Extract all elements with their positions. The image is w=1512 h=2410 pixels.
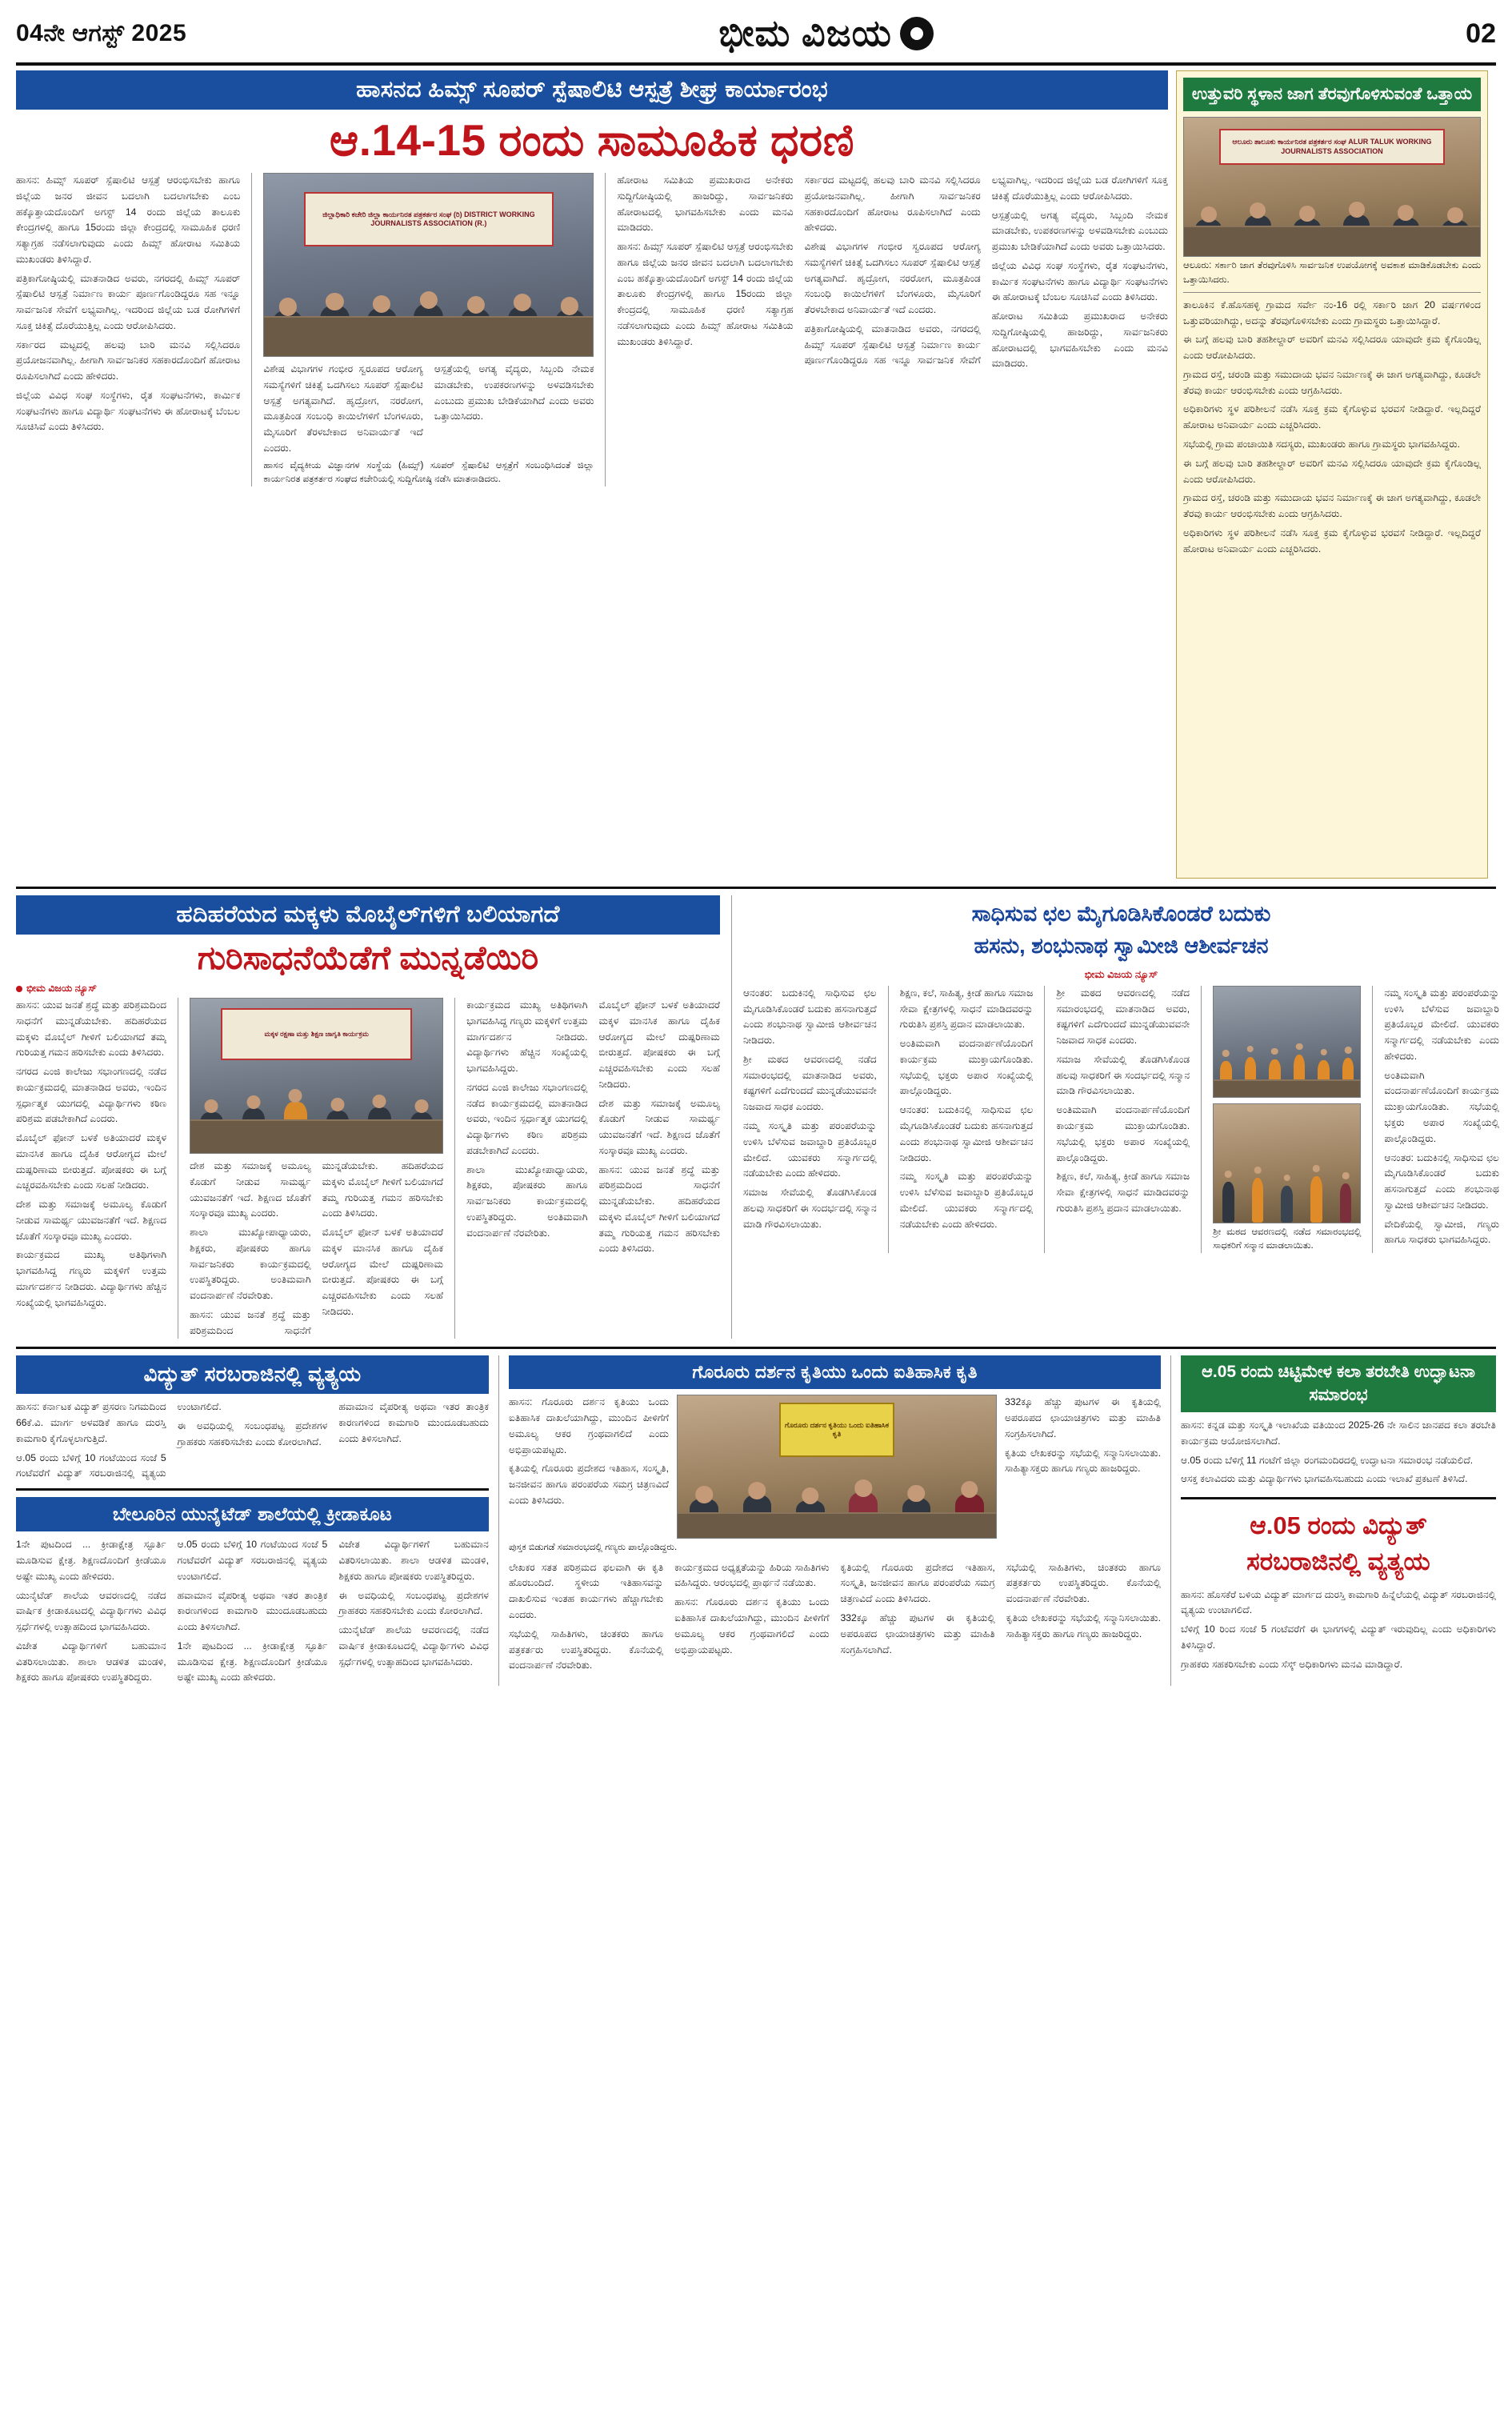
lead-para-2: ಪತ್ರಿಕಾಗೋಷ್ಠಿಯಲ್ಲಿ ಮಾತನಾಡಿದ ಅವರು, ನಗರದಲ್ಲಿ ಹಿಮ್ಸ್ ಸೂಪರ್ ಸ್ಪೆಷಾಲಿಟಿ ಆಸ್ಪತ್ರೆ ನಿರ್ಮಾಣ ಕಾರ್ಯ ಪೂರ್ಣಗೊಂಡಿದ್ದರೂ ಸಹ ಇನ್ನೂ ಸಾರ್ವಜನಿಕ ಸೇವೆಗೆ ಲಭ್ಯವಾಗಿಲ್ಲ. ಇದರಿಂದ ಜಿಲ್ಲೆಯ ಬಡ ರೋಗಿಗಳಿಗೆ ಸೂಕ್ತ ಚಿಕಿತ್ಸೆ ದೊರೆಯುತ್ತಿಲ್ಲ ಎಂದು ಆರೋಪಿಸಿದರು. <box>16 272 241 331</box>
story-mobile-addiction <box>16 895 720 1339</box>
bl-sub-para-9: ಯುನೈಟೆಡ್ ಶಾಲೆಯ ಆವರಣದಲ್ಲಿ ನಡೆದ ವಾರ್ಷಿಕ ಕ್ರೀಡಾಕೂಟದಲ್ಲಿ ವಿದ್ಯಾರ್ಥಿಗಳು ವಿವಿಧ ಸ್ಪರ್ಧೆಗಳಲ್ಲಿ ಉತ್ಸಾಹದಿಂದ ಭಾಗವಹಿಸಿದರು. <box>338 1624 489 1667</box>
lead-para-8: ಹಾಸನ: ಹಿಮ್ಸ್ ಸೂಪರ್ ಸ್ಪೆಷಾಲಿಟಿ ಆಸ್ಪತ್ರೆ ಆರಂಭಿಸಬೇಕು ಹಾಗೂ ಜಿಲ್ಲೆಯ ಜನರ ಜೀವನ ಬದಲಾಗಿ ಬದಲಾಗಬೇಕು ಎಂಬ ಹಕ್ಕೊತ್ತಾಯದೊಂದಿಗೆ ಅಗಸ್ಟ್ 14 ರಂದು ಜಿಲ್ಲೆಯ ತಾಲೂಕು ಕೇಂದ್ರಗಳಲ್ಲಿ ಹಾಗೂ 15ರಂದು ಜಿಲ್ಲಾ ಕೇಂದ್ರದಲ್ಲಿ ಸಾಮೂಹಿಕ ಧರಣಿ ಸತ್ಯಾಗ್ರಹ ನಡೆಸಲಾಗುವುದು ಎಂದು ಹಿಮ್ಸ್ ಹೋರಾಟ ಸಮಿತಿಯ ಮುಖಂಡರು ತಿಳಿಸಿದ್ದಾರೆ. <box>617 241 794 347</box>
story2-para-10: ಕಾರ್ಯಕ್ರಮದ ಮುಖ್ಯ ಅತಿಥಿಗಳಾಗಿ ಭಾಗವಹಿಸಿದ್ದ ಗಣ್ಯರು ಮಕ್ಕಳಿಗೆ ಉತ್ತಮ ಮಾರ್ಗದರ್ಶನ ನೀಡಿದರು. ವಿದ್ಯಾರ್ಥಿಗಳು ಹೆಚ್ಚಿನ ಸಂಖ್ಯೆಯಲ್ಲಿ ಭಾಗವಹಿಸಿದ್ದರು. <box>466 999 588 1075</box>
bl-sub-para-5: ಹವಾಮಾನ ವೈಪರೀತ್ಯ ಅಥವಾ ಇತರ ತಾಂತ್ರಿಕ ಕಾರಣಗಳಿಂದ ಕಾಮಗಾರಿ ಮುಂದೂಡಬಹುದು ಎಂದು ತಿಳಿಸಲಾಗಿದೆ. <box>177 1589 328 1633</box>
sidebar-headline: ಉತ್ತುವರಿ ಸ್ಥಳಾನ ಜಾಗ ತೆರವುಗೊಳಿಸುವಂತೆ ಒತ್ತಾಯ <box>1183 78 1481 111</box>
sidebar-article <box>1176 70 1488 879</box>
story3-para-3: ನಮ್ಮ ಸಂಸ್ಕೃತಿ ಮತ್ತು ಪರಂಪರೆಯನ್ನು ಉಳಿಸಿ ಬೆಳೆಸುವ ಜವಾಬ್ದಾರಿ ಪ್ರತಿಯೊಬ್ಬರ ಮೇಲಿದೆ. ಯುವಕರು ಸನ್ಮಾರ್ಗದಲ್ಲಿ ನಡೆಯಬೇಕು ಎಂದು ಹೇಳಿದರು. <box>743 1120 877 1179</box>
lead-para-5: ವಿಶೇಷ ವಿಭಾಗಗಳ ಗಂಭೀರ ಸ್ವರೂಪದ ಆರೋಗ್ಯ ಸಮಸ್ಯೆಗಳಿಗೆ ಚಿಕಿತ್ಸೆ ಒದಗಿಸಲು ಸೂಪರ್ ಸ್ಪೆಷಾಲಿಟಿ ಆಸ್ಪತ್ರೆ ಅಗತ್ಯವಾಗಿದೆ. ಹೃದ್ರೋಗ, ನರರೋಗ, ಮೂತ್ರಪಿಂಡ ಸಂಬಂಧಿ ಕಾಯಿಲೆಗಳಿಗೆ ಬೆಂಗಳೂರು, ಮೈಸೂರಿಗೆ ತೆರಳಬೇಕಾದ ಅನಿವಾರ್ಯತೆ ಇದೆ ಎಂದರು. <box>263 363 423 454</box>
story2-para-12: ಶಾಲಾ ಮುಖ್ಯೋಪಾಧ್ಯಾಯರು, ಶಿಕ್ಷಕರು, ಪೋಷಕರು ಹಾಗೂ ಸಾರ್ವಜನಿಕರು ಕಾರ್ಯಕ್ರಮದಲ್ಲಿ ಉಪಸ್ಥಿತರಿದ್ದರು. ಅಂತಿಮವಾಗಿ ವಂದನಾರ್ಪಣೆ ನೆರವೇರಿತು. <box>466 1163 588 1239</box>
story3-photo-caption-1: ಶ್ರೀ ಮಠದ ಆವರಣದಲ್ಲಿ ನಡೆದ ಸಮಾರಂಭದಲ್ಲಿ ಸಾಧಕರಿಗೆ ಸನ್ಮಾನ ಮಾಡಲಾಯಿತು. <box>1213 1227 1362 1251</box>
br-para-2: ಆ.05 ರಂದು ಬೆಳಿಗ್ಗೆ 11 ಗಂಟೆಗೆ ಜಿಲ್ಲಾ ರಂಗಮಂದಿರದಲ್ಲಿ ಉದ್ಘಾಟನಾ ಸಮಾರಂಭ ನಡೆಯಲಿದೆ. <box>1181 1454 1474 1466</box>
bl-sub-para-8: ಈ ಅವಧಿಯಲ್ಲಿ ಸಂಬಂಧಪಟ್ಟ ಪ್ರದೇಶಗಳ ಗ್ರಾಹಕರು ಸಹಕರಿಸಬೇಕು ಎಂದು ಕೋರಲಾಗಿದೆ. <box>338 1589 489 1617</box>
bl-sub-para-3: ವಿಜೇತ ವಿದ್ಯಾರ್ಥಿಗಳಿಗೆ ಬಹುಮಾನ ವಿತರಿಸಲಾಯಿತು. ಶಾಲಾ ಆಡಳಿತ ಮಂಡಳಿ, ಶಿಕ್ಷಕರು ಹಾಗೂ ಪೋಷಕರು ಉಪಸ್ಥಿತರಿದ್ದರು. <box>16 1639 166 1683</box>
bm-para-11: ಸಭೆಯಲ್ಲಿ ಸಾಹಿತಿಗಳು, ಚಿಂತಕರು ಹಾಗೂ ಪತ್ರಕರ್ತರು ಉಪಸ್ಥಿತರಿದ್ದರು. ಕೊನೆಯಲ್ಲಿ ವಂದನಾರ್ಪಣೆ ನೆರವೇರಿತು. <box>1006 1561 1161 1605</box>
story3-para-13: ನಮ್ಮ ಸಂಸ್ಕೃತಿ ಮತ್ತು ಪರಂಪರೆಯನ್ನು ಉಳಿಸಿ ಬೆಳೆಸುವ ಜವಾಬ್ದಾರಿ ಪ್ರತಿಯೊಬ್ಬರ ಮೇಲಿದೆ. ಯುವಕರು ಸನ್ಮಾರ್ಗದಲ್ಲಿ ನಡೆಯಬೇಕು ಎಂದು ಹೇಳಿದರು. <box>1384 987 1499 1062</box>
story3-para-8: ನಮ್ಮ ಸಂಸ್ಕೃತಿ ಮತ್ತು ಪರಂಪರೆಯನ್ನು ಉಳಿಸಿ ಬೆಳೆಸುವ ಜವಾಬ್ದಾರಿ ಪ್ರತಿಯೊಬ್ಬರ ಮೇಲಿದೆ. ಯುವಕರು ಸನ್ಮಾರ್ಗದಲ್ಲಿ ನಡೆಯಬೇಕು ಎಂದು ಹೇಳಿದರು. <box>899 1171 1034 1230</box>
sidebar-para-5: ಸಭೆಯಲ್ಲಿ ಗ್ರಾಮ ಪಂಚಾಯಿತಿ ಸದಸ್ಯರು, ಮುಖಂಡರು ಹಾಗೂ ಗ್ರಾಮಸ್ಥರು ಭಾಗವಹಿಸಿದ್ದರು. <box>1183 438 1461 450</box>
bl-sub-para-7: ವಿಜೇತ ವಿದ್ಯಾರ್ಥಿಗಳಿಗೆ ಬಹುಮಾನ ವಿತರಿಸಲಾಯಿತು. ಶಾಲಾ ಆಡಳಿತ ಮಂಡಳಿ, ಶಿಕ್ಷಕರು ಹಾಗೂ ಪೋಷಕರು ಉಪಸ್ಥಿತರಿದ್ದರು. <box>338 1539 489 1582</box>
story2-para-15: ಹಾಸನ: ಯುವ ಜನತೆ ಶ್ರದ್ಧೆ ಮತ್ತು ಪರಿಶ್ರಮದಿಂದ ಸಾಧನೆಗೆ ಮುನ್ನಡೆಯಬೇಕು. ಹದಿಹರೆಯದ ಮಕ್ಕಳು ಮೊಬೈಲ್ ಗೀಳಿಗೆ ಬಲಿಯಾಗದೆ ತಮ್ಮ ಗುರಿಯತ್ತ ಗಮನ ಹರಿಸಬೇಕು ಎಂದು ತಿಳಿಸಿದರು. <box>598 1163 720 1255</box>
story3-photo-1 <box>1213 986 1361 1098</box>
bm-para-7: ಕಾರ್ಯಕ್ರಮದ ಅಧ್ಯಕ್ಷತೆಯನ್ನು ಹಿರಿಯ ಸಾಹಿತಿಗಳು ವಹಿಸಿದ್ದರು. ಆರಂಭದಲ್ಲಿ ಪ್ರಾರ್ಥನೆ ನಡೆಯಿತು. <box>674 1561 830 1589</box>
bottom-left-sub-banner: ಬೇಲೂರಿನ ಯುನೈಟೆಡ್ ಶಾಲೆಯಲ್ಲಿ ಕ್ರೀಡಾಕೂಟ <box>16 1497 489 1531</box>
story3-headline-line1: ಸಾಧಿಸುವ ಛಲ ಮೈಗೂಡಿಸಿಕೊಂಡರೆ ಬದುಕು <box>971 902 1271 926</box>
top-section <box>16 70 1496 879</box>
publication-date: 04ನೇ ಆಗಸ್ಟ್ 2025 <box>16 20 187 46</box>
sidebar-photo <box>1183 117 1481 257</box>
sidebar-para-3: ಗ್ರಾಮದ ರಸ್ತೆ, ಚರಂಡಿ ಮತ್ತು ಸಮುದಾಯ ಭವನ ನಿರ್ಮಾಣಕ್ಕೆ ಈ ಜಾಗ ಅಗತ್ಯವಾಗಿದ್ದು, ಕೂಡಲೇ ತೆರವು ಕಾರ್ಯ ಆರಂಭಿಸಬೇಕು ಎಂದು ಆಗ್ರಹಿಸಿದರು. <box>1183 368 1481 396</box>
press-conference-photo <box>263 173 594 357</box>
story2-para-4: ದೇಶ ಮತ್ತು ಸಮಾಜಕ್ಕೆ ಅಮೂಲ್ಯ ಕೊಡುಗೆ ನೀಡುವ ಸಾಮರ್ಥ್ಯ ಯುವಜನತೆಗೆ ಇದೆ. ಶಿಕ್ಷಣದ ಜೊತೆಗೆ ಸಂಸ್ಕಾರವೂ ಮುಖ್ಯ ಎಂದರು. <box>16 1199 167 1242</box>
story2-para-13: ಮೊಬೈಲ್ ಫೋನ್ ಬಳಕೆ ಅತಿಯಾದರೆ ಮಕ್ಕಳ ಮಾನಸಿಕ ಹಾಗೂ ದೈಹಿಕ ಆರೋಗ್ಯದ ಮೇಲೆ ದುಷ್ಪರಿಣಾಮ ಬೀರುತ್ತದೆ. ಪೋಷಕರು ಈ ಬಗ್ಗೆ ಎಚ್ಚರವಹಿಸಬೇಕು ಎಂದು ಸಲಹೆ ನೀಡಿದರು. <box>598 999 720 1090</box>
br2-para-2: ಬೆಳಿಗ್ಗೆ 10 ರಿಂದ ಸಂಜೆ 5 ಗಂಟೆವರೆಗೆ ಈ ಭಾಗಗಳಲ್ಲಿ ವಿದ್ಯುತ್ ಇರುವುದಿಲ್ಲ ಎಂದು ಅಧಿಕಾರಿಗಳು ತಿಳಿಸಿದ್ದಾರೆ. <box>1181 1623 1496 1651</box>
page-number: 02 <box>1466 18 1496 49</box>
lead-para-3: ಸರ್ಕಾರದ ಮಟ್ಟದಲ್ಲಿ ಹಲವು ಬಾರಿ ಮನವಿ ಸಲ್ಲಿಸಿದರೂ ಪ್ರಯೋಜನವಾಗಿಲ್ಲ. ಹೀಗಾಗಿ ಸಾರ್ವಜನಿಕರ ಸಹಕಾರದೊಂದಿಗೆ ಹೋರಾಟ ರೂಪಿಸಲಾಗಿದೆ ಎಂದು ಹೇಳಿದರು. <box>16 338 241 382</box>
bm-para-6: ಸಭೆಯಲ್ಲಿ ಸಾಹಿತಿಗಳು, ಚಿಂತಕರು ಹಾಗೂ ಪತ್ರಕರ್ತರು ಉಪಸ್ಥಿತರಿದ್ದರು. ಕೊನೆಯಲ್ಲಿ ವಂದನಾರ್ಪಣೆ ನೆರವೇರಿತು. <box>509 1627 664 1671</box>
story3-para-4: ಸಮಾಜ ಸೇವೆಯಲ್ಲಿ ತೊಡಗಿಸಿಕೊಂಡ ಹಲವು ಸಾಧಕರಿಗೆ ಈ ಸಂದರ್ಭದಲ್ಲಿ ಸನ್ಮಾನ ಮಾಡಿ ಗೌರವಿಸಲಾಯಿತು. <box>743 1187 877 1230</box>
sidebar-para-2: ಈ ಬಗ್ಗೆ ಹಲವು ಬಾರಿ ತಹಶೀಲ್ದಾರ್ ಅವರಿಗೆ ಮನವಿ ಸಲ್ಲಿಸಿದರೂ ಯಾವುದೇ ಕ್ರಮ ಕೈಗೊಂಡಿಲ್ಲ ಎಂದು ಆರೋಪಿಸಿದರು. <box>1183 334 1481 362</box>
br2-para-1: ಹಾಸನ: ಹೊಸಕೆರೆ ಬಳಿಯ ವಿದ್ಯುತ್ ಮಾರ್ಗದ ದುರಸ್ತಿ ಕಾಮಗಾರಿ ಹಿನ್ನೆಲೆಯಲ್ಲಿ ವಿದ್ಯುತ್ ಸರಬರಾಜಿನಲ್ಲಿ ವ್ಯತ್ಯಯ ಉಂಟಾಗಲಿದೆ. <box>1181 1588 1496 1616</box>
story3-para-9: ಶ್ರೀ ಮಠದ ಆವರಣದಲ್ಲಿ ನಡೆದ ಸಮಾರಂಭದಲ್ಲಿ ಮಾತನಾಡಿದ ಅವರು, ಕಷ್ಟಗಳಿಗೆ ಎದೆಗುಂದದೆ ಮುನ್ನಡೆಯುವವನೇ ನಿಜವಾದ ಸಾಧಕ ಎಂದರು. <box>1056 987 1190 1047</box>
story3-para-1: ಆನಂತರ: ಬದುಕಿನಲ್ಲಿ ಸಾಧಿಸುವ ಛಲ ಮೈಗೂಡಿಸಿಕೊಂಡರೆ ಬದುಕು ಹಸನಾಗುತ್ತದೆ ಎಂದು ಶಂಭುನಾಥ ಸ್ವಾಮೀಜಿ ಆಶೀರ್ವಚನ ನೀಡಿದರು. <box>743 987 877 1047</box>
sidebar-photo-banner-text: ಆಲೂರು ತಾಲೂಕು ಕಾರ್ಯನಿರತ ಪತ್ರಕರ್ತರ ಸಂಘ ALUR TALUK WORKING JOURNALISTS ASSOCIATION <box>1219 129 1444 165</box>
middle-section <box>16 895 1499 1339</box>
story2-para-11: ನಗರದ ಎಂಜಿ ಕಾಲೇಜು ಸಭಾಂಗಣದಲ್ಲಿ ನಡೆದ ಕಾರ್ಯಕ್ರಮದಲ್ಲಿ ಮಾತನಾಡಿದ ಅವರು, ಇಂದಿನ ಸ್ಪರ್ಧಾತ್ಮಕ ಯುಗದಲ್ಲಿ ವಿದ್ಯಾರ್ಥಿಗಳು ಕಠಿಣ ಪರಿಶ್ರಮ ಪಡಬೇಕಾಗಿದೆ ಎಂದರು. <box>466 1081 588 1156</box>
power-outage-article <box>16 1355 489 1686</box>
sidebar-para-8: ಅಧಿಕಾರಿಗಳು ಸ್ಥಳ ಪರಿಶೀಲನೆ ನಡೆಸಿ ಸೂಕ್ತ ಕ್ರಮ ಕೈಗೊಳ್ಳುವ ಭರವಸೆ ನೀಡಿದ್ದಾರೆ. ಇಲ್ಲದಿದ್ದರೆ ಹೋರಾಟ ಅನಿವಾರ್ಯ ಎಂದು ಎಚ್ಚರಿಸಿದರು. <box>1183 526 1481 554</box>
story2-para-8: ಹಾಸನ: ಯುವ ಜನತೆ ಶ್ರದ್ಧೆ ಮತ್ತು ಪರಿಶ್ರಮದಿಂದ ಸಾಧನೆಗೆ ಮುನ್ನಡೆಯಬೇಕು. ಹದಿಹರೆಯದ ಮಕ್ಕಳು ಮೊಬೈಲ್ ಗೀಳಿಗೆ ಬಲಿಯಾಗದೆ ತಮ್ಮ ಗುರಿಯತ್ತ ಗಮನ ಹರಿಸಬೇಕು ಎಂದು ತಿಳಿಸಿದರು. <box>190 1160 444 1336</box>
bl-sub-para-6: 1ನೇ ಪುಟದಿಂದ ... ಕ್ರೀಡಾಕ್ಷೇತ್ರ ಸ್ಫೂರ್ತಿ ಮೂಡಿಸುವ ಕ್ಷೇತ್ರ. ಶಿಕ್ಷಣದೊಂದಿಗೆ ಕ್ರೀಡೆಯೂ ಅಷ್ಟೇ ಮುಖ್ಯ ಎಂದು ಹೇಳಿದರು. <box>177 1639 328 1683</box>
bl-sub-para-2: ಯುನೈಟೆಡ್ ಶಾಲೆಯ ಆವರಣದಲ್ಲಿ ನಡೆದ ವಾರ್ಷಿಕ ಕ್ರೀಡಾಕೂಟದಲ್ಲಿ ವಿದ್ಯಾರ್ಥಿಗಳು ವಿವಿಧ ಸ್ಪರ್ಧೆಗಳಲ್ಲಿ ಉತ್ಸಾಹದಿಂದ ಭಾಗವಹಿಸಿದರು. <box>16 1589 166 1633</box>
story2-byline: ಭೀಮ ವಿಜಯ ನ್ಯೂಸ್ <box>16 983 720 995</box>
sidebar-photo-caption: ಆಲೂರು: ಸರ್ಕಾರಿ ಜಾಗ ತೆರವುಗೊಳಿಸಿ ಸಾರ್ವಜನಿಕ ಉಪಯೋಗಕ್ಕೆ ಅವಕಾಶ ಮಾಡಿಕೊಡಬೇಕು ಎಂದು ಒತ್ತಾಯಿಸಿದರು. <box>1183 261 1481 285</box>
lead-para-6: ಆಸ್ಪತ್ರೆಯಲ್ಲಿ ಅಗತ್ಯ ವೈದ್ಯರು, ಸಿಬ್ಬಂದಿ ನೇಮಕ ಮಾಡಬೇಕು, ಉಪಕರಣಗಳನ್ನು ಅಳವಡಿಸಬೇಕು ಎಂಬುದು ಪ್ರಮುಖ ಬೇಡಿಕೆಯಾಗಿದೆ ಎಂದು ಅವರು ಒತ್ತಾಯಿಸಿದರು. <box>434 363 594 422</box>
story3-photo2-people <box>1214 1161 1360 1223</box>
story3-para-11: ಅಂತಿಮವಾಗಿ ವಂದನಾರ್ಪಣೆಯೊಂದಿಗೆ ಕಾರ್ಯಕ್ರಮ ಮುಕ್ತಾಯಗೊಂಡಿತು. ಸಭೆಯಲ್ಲಿ ಭಕ್ತರು ಅಪಾರ ಸಂಖ್ಯೆಯಲ್ಲಿ ಪಾಲ್ಗೊಂಡಿದ್ದರು. <box>1056 1104 1190 1163</box>
lead-para-7: ಹೋರಾಟ ಸಮಿತಿಯ ಪ್ರಮುಖರಾದ ಅನೇಕರು ಸುದ್ದಿಗೋಷ್ಠಿಯಲ್ಲಿ ಹಾಜರಿದ್ದು, ಸಾರ್ವಜನಿಕರು ಹೋರಾಟದಲ್ಲಿ ಭಾಗವಹಿಸಬೇಕು ಎಂದು ಮನವಿ ಮಾಡಿದರು. <box>617 174 794 234</box>
story3-para-15: ಆನಂತರ: ಬದುಕಿನಲ್ಲಿ ಸಾಧಿಸುವ ಛಲ ಮೈಗೂಡಿಸಿಕೊಂಡರೆ ಬದುಕು ಹಸನಾಗುತ್ತದೆ ಎಂದು ಶಂಭುನಾಥ ಸ್ವಾಮೀಜಿ ಆಶೀರ್ವಚನ ನೀಡಿದರು. <box>1384 1151 1499 1211</box>
book-release-backdrop: ಗೊರೂರು ದರ್ಶನ ಕೃತಿಯು ಒಂದು ಐತಿಹಾಸಿಕ ಕೃತಿ <box>779 1403 894 1457</box>
br-banner2-line1: ಆ.05 ರಂದು ವಿದ್ಯುತ್ <box>1250 1511 1427 1540</box>
book-release-article <box>509 1355 1161 1686</box>
sidebar-para-4: ಅಧಿಕಾರಿಗಳು ಸ್ಥಳ ಪರಿಶೀಲನೆ ನಡೆಸಿ ಸೂಕ್ತ ಕ್ರಮ ಕೈಗೊಳ್ಳುವ ಭರವಸೆ ನೀಡಿದ್ದಾರೆ. ಇಲ್ಲದಿದ್ದರೆ ಹೋರಾಟ ಅನಿವಾರ್ಯ ಎಂದು ಎಚ್ಚರಿಸಿದರು. <box>1183 403 1481 431</box>
story2-kicker: ಹದಿಹರೆಯದ ಮಕ್ಕಳು ಮೊಬೈಲ್‌ಗಳಿಗೆ ಬಲಿಯಾಗದೆ <box>16 895 720 935</box>
logo-title-left: ಭೀಮ ವಿಜಯ <box>718 12 892 54</box>
lead-para-1: ಹಾಸನ: ಹಿಮ್ಸ್ ಸೂಪರ್ ಸ್ಪೆಷಾಲಿಟಿ ಆಸ್ಪತ್ರೆ ಆರಂಭಿಸಬೇಕು ಹಾಗೂ ಜಿಲ್ಲೆಯ ಜನರ ಜೀವನ ಬದಲಾಗಿ ಬದಲಾಗಬೇಕು ಎಂಬ ಹಕ್ಕೊತ್ತಾಯದೊಂದಿಗೆ ಅಗಸ್ಟ್ 14 ರಂದು ಜಿಲ್ಲೆಯ ತಾಲೂಕು ಕೇಂದ್ರಗಳಲ್ಲಿ ಹಾಗೂ 15ರಂದು ಜಿಲ್ಲಾ ಕೇಂದ್ರದಲ್ಲಿ ಸಾಮೂಹಿಕ ಧರಣಿ ಸತ್ಯಾಗ್ರಹ ನಡೆಸಲಾಗುವುದು ಎಂದು ಹಿಮ್ಸ್ ಹೋರಾಟ ಸಮಿತಿಯ ಮುಖಂಡರು ತಿಳಿಸಿದ್ದಾರೆ. <box>16 174 241 265</box>
lead-headline: ಆ.14-15 ರಂದು ಸಾಮೂಹಿಕ ಧರಣಿ <box>329 115 855 165</box>
story2-photo <box>190 998 443 1154</box>
story3-para-2: ಶ್ರೀ ಮಠದ ಆವರಣದಲ್ಲಿ ನಡೆದ ಸಮಾರಂಭದಲ್ಲಿ ಮಾತನಾಡಿದ ಅವರು, ಕಷ್ಟಗಳಿಗೆ ಎದೆಗುಂದದೆ ಮುನ್ನಡೆಯುವವನೇ ನಿಜವಾದ ಸಾಧಕ ಎಂದರು. <box>743 1053 877 1113</box>
bottom-section <box>16 1355 1496 1686</box>
culture-training-article <box>1181 1355 1496 1686</box>
story2-para-1: ಹಾಸನ: ಯುವ ಜನತೆ ಶ್ರದ್ಧೆ ಮತ್ತು ಪರಿಶ್ರಮದಿಂದ ಸಾಧನೆಗೆ ಮುನ್ನಡೆಯಬೇಕು. ಹದಿಹರೆಯದ ಮಕ್ಕಳು ಮೊಬೈಲ್ ಗೀಳಿಗೆ ಬಲಿಯಾಗದೆ ತಮ್ಮ ಗುರಿಯತ್ತ ಗಮನ ಹರಿಸಬೇಕು ಎಂದು ತಿಳಿಸಿದರು. <box>16 999 167 1059</box>
story2-para-2: ನಗರದ ಎಂಜಿ ಕಾಲೇಜು ಸಭಾಂಗಣದಲ್ಲಿ ನಡೆದ ಕಾರ್ಯಕ್ರಮದಲ್ಲಿ ಮಾತನಾಡಿದ ಅವರು, ಇಂದಿನ ಸ್ಪರ್ಧಾತ್ಮಕ ಯುಗದಲ್ಲಿ ವಿದ್ಯಾರ್ಥಿಗಳು ಕಠಿಣ ಪರಿಶ್ರಮ ಪಡಬೇಕಾಗಿದೆ ಎಂದರು. <box>16 1066 167 1125</box>
bm-para-9: ಕೃತಿಯಲ್ಲಿ ಗೊರೂರು ಪ್ರದೇಶದ ಇತಿಹಾಸ, ಸಂಸ್ಕೃತಿ, ಜನಜೀವನ ಹಾಗೂ ಪರಂಪರೆಯ ಸಮಗ್ರ ಚಿತ್ರಣವಿದೆ ಎಂದು ತಿಳಿಸಿದರು. <box>840 1561 995 1605</box>
bl-para-1: ಹಾಸನ: ಕರ್ನಾಟಕ ವಿದ್ಯುತ್ ಪ್ರಸರಣ ನಿಗಮದಿಂದ 66ಕೆ.ವಿ. ಮಾರ್ಗ ಅಳವಡಿಕೆ ಹಾಗೂ ದುರಸ್ತಿ ಕಾಮಗಾರಿ ಕೈಗೊಳ್ಳಲಾಗುತ್ತಿದೆ. <box>16 1401 166 1444</box>
lead-para-12: ಆಸ್ಪತ್ರೆಯಲ್ಲಿ ಅಗತ್ಯ ವೈದ್ಯರು, ಸಿಬ್ಬಂದಿ ನೇಮಕ ಮಾಡಬೇಕು, ಉಪಕರಣಗಳನ್ನು ಅಳವಡಿಸಬೇಕು ಎಂಬುದು ಪ್ರಮುಖ ಬೇಡಿಕೆಯಾಗಿದೆ ಎಂದು ಅವರು ಒತ್ತಾಯಿಸಿದರು. <box>991 209 1168 253</box>
bm-para-5: ಲೇಖಕರ ಸತತ ಪರಿಶ್ರಮದ ಫಲವಾಗಿ ಈ ಕೃತಿ ಹೊರಬಂದಿದೆ. ಸ್ಥಳೀಯ ಇತಿಹಾಸವನ್ನು ದಾಖಲಿಸುವ ಇಂತಹ ಕಾರ್ಯಗಳು ಹೆಚ್ಚಾಗಬೇಕು ಎಂದರು. <box>509 1561 664 1620</box>
bottom-right-banner: ಆ.05 ರಂದು ಚಿಟ್ಟಿಮೇಳ ಕಲಾ ತರಬೇತಿ ಉದ್ಘಾಟನಾ ಸಮಾರಂಭ <box>1181 1355 1496 1412</box>
bm-para-12: ಕೃತಿಯ ಲೇಖಕರನ್ನು ಸಭೆಯಲ್ಲಿ ಸನ್ಮಾನಿಸಲಾಯಿತು. ಸಾಹಿತ್ಯಾಸಕ್ತರು ಹಾಗೂ ಗಣ್ಯರು ಹಾಜರಿದ್ದರು. <box>1006 1611 1161 1639</box>
story2-para-14: ದೇಶ ಮತ್ತು ಸಮಾಜಕ್ಕೆ ಅಮೂಲ್ಯ ಕೊಡುಗೆ ನೀಡುವ ಸಾಮರ್ಥ್ಯ ಯುವಜನತೆಗೆ ಇದೆ. ಶಿಕ್ಷಣದ ಜೊತೆಗೆ ಸಂಸ್ಕಾರವೂ ಮುಖ್ಯ ಎಂದರು. <box>598 1097 720 1156</box>
story3-para-5: ಶಿಕ್ಷಣ, ಕಲೆ, ಸಾಹಿತ್ಯ, ಕ್ರೀಡೆ ಹಾಗೂ ಸಮಾಜ ಸೇವಾ ಕ್ಷೇತ್ರಗಳಲ್ಲಿ ಸಾಧನೆ ಮಾಡಿದವರನ್ನು ಗುರುತಿಸಿ ಪ್ರಶಸ್ತಿ ಪ್ರದಾನ ಮಾಡಲಾಯಿತು. <box>899 987 1034 1031</box>
story3-para-10: ಸಮಾಜ ಸೇವೆಯಲ್ಲಿ ತೊಡಗಿಸಿಕೊಂಡ ಹಲವು ಸಾಧಕರಿಗೆ ಈ ಸಂದರ್ಭದಲ್ಲಿ ಸನ್ಮಾನ ಮಾಡಿ ಗೌರವಿಸಲಾಯಿತು. <box>1056 1053 1190 1097</box>
lead-para-10: ವಿಶೇಷ ವಿಭಾಗಗಳ ಗಂಭೀರ ಸ್ವರೂಪದ ಆರೋಗ್ಯ ಸಮಸ್ಯೆಗಳಿಗೆ ಚಿಕಿತ್ಸೆ ಒದಗಿಸಲು ಸೂಪರ್ ಸ್ಪೆಷಾಲಿಟಿ ಆಸ್ಪತ್ರೆ ಅಗತ್ಯವಾಗಿದೆ. ಹೃದ್ರೋಗ, ನರರೋಗ, ಮೂತ್ರಪಿಂಡ ಸಂಬಂಧಿ ಕಾಯಿಲೆಗಳಿಗೆ ಬೆಂಗಳೂರು, ಮೈಸೂರಿಗೆ ತೆರಳಬೇಕಾದ ಅನಿವಾರ್ಯತೆ ಇದೆ ಎಂದರು. <box>804 241 981 316</box>
story3-byline: ಭೀಮ ವಿಜಯ ನ್ಯೂಸ್ <box>1084 967 1158 980</box>
story2-para-9: ಮೊಬೈಲ್ ಫೋನ್ ಬಳಕೆ ಅತಿಯಾದರೆ ಮಕ್ಕಳ ಮಾನಸಿಕ ಹಾಗೂ ದೈಹಿಕ ಆರೋಗ್ಯದ ಮೇಲೆ ದುಷ್ಪರಿಣಾಮ ಬೀರುತ್ತದೆ. ಪೋಷಕರು ಈ ಬಗ್ಗೆ ಎಚ್ಚರವಹಿಸಬೇಕು ಎಂದು ಸಲಹೆ ನೀಡಿದರು. <box>322 1227 444 1317</box>
bm-para-8: ಹಾಸನ: ಗೊರೂರು ದರ್ಶನ ಕೃತಿಯು ಒಂದು ಐತಿಹಾಸಿಕ ದಾಖಲೆಯಾಗಿದ್ದು, ಮುಂದಿನ ಪೀಳಿಗೆಗೆ ಅಮೂಲ್ಯ ಆಕರ ಗ್ರಂಥವಾಗಲಿದೆ ಎಂದು ಅಭಿಪ್ರಾಯಪಟ್ಟರು. <box>674 1596 830 1655</box>
book-release-photo <box>677 1395 997 1539</box>
bm-para-3: 332ಕ್ಕೂ ಹೆಚ್ಚು ಪುಟಗಳ ಈ ಕೃತಿಯಲ್ಲಿ ಅಪರೂಪದ ಛಾಯಾಚಿತ್ರಗಳು ಮತ್ತು ಮಾಹಿತಿ ಸಂಗ್ರಹಿಸಲಾಗಿದೆ. <box>1005 1396 1161 1439</box>
story2-para-5: ಕಾರ್ಯಕ್ರಮದ ಮುಖ್ಯ ಅತಿಥಿಗಳಾಗಿ ಭಾಗವಹಿಸಿದ್ದ ಗಣ್ಯರು ಮಕ್ಕಳಿಗೆ ಉತ್ತಮ ಮಾರ್ಗದರ್ಶನ ನೀಡಿದರು. ವಿದ್ಯಾರ್ಥಿಗಳು ಹೆಚ್ಚಿನ ಸಂಖ್ಯೆಯಲ್ಲಿ ಭಾಗವಹಿಸಿದ್ದರು. <box>16 1249 167 1308</box>
bl-para-3: ಈ ಅವಧಿಯಲ್ಲಿ ಸಂಬಂಧಪಟ್ಟ ಪ್ರದೇಶಗಳ ಗ್ರಾಹಕರು ಸಹಕರಿಸಬೇಕು ಎಂದು ಕೋರಲಾಗಿದೆ. <box>177 1420 328 1447</box>
story3-para-12: ಶಿಕ್ಷಣ, ಕಲೆ, ಸಾಹಿತ್ಯ, ಕ್ರೀಡೆ ಹಾಗೂ ಸಮಾಜ ಸೇವಾ ಕ್ಷೇತ್ರಗಳಲ್ಲಿ ಸಾಧನೆ ಮಾಡಿದವರನ್ನು ಗುರುತಿಸಿ ಪ್ರಶಸ್ತಿ ಪ್ರದಾನ ಮಾಡಲಾಯಿತು. <box>1056 1171 1190 1214</box>
lead-para-14: ಹೋರಾಟ ಸಮಿತಿಯ ಪ್ರಮುಖರಾದ ಅನೇಕರು ಸುದ್ದಿಗೋಷ್ಠಿಯಲ್ಲಿ ಹಾಜರಿದ್ದು, ಸಾರ್ವಜನಿಕರು ಹೋರಾಟದಲ್ಲಿ ಭಾಗವಹಿಸಬೇಕು ಎಂದು ಮನವಿ ಮಾಡಿದರು. <box>991 310 1168 370</box>
lead-kicker: ಹಾಸನದ ಹಿಮ್ಸ್ ಸೂಪರ್ ಸ್ಪೆಷಾಲಿಟಿ ಆಸ್ಪತ್ರೆ ಶೀಘ್ರ ಕಾರ್ಯಾರಂಭ <box>16 70 1168 110</box>
photo-banner-text: ಜಿಲ್ಲಾಧಿಕಾರಿ ಕಚೇರಿ ಜಿಲ್ಲಾ ಕಾರ್ಯನಿರತ ಪತ್ರಕರ್ತರ ಸಂಘ (ರಿ) DISTRICT WORKING JOURNALISTS ASSOCIATION (R.) <box>304 192 554 246</box>
story3-para-7: ಆನಂತರ: ಬದುಕಿನಲ್ಲಿ ಸಾಧಿಸುವ ಛಲ ಮೈಗೂಡಿಸಿಕೊಂಡರೆ ಬದುಕು ಹಸನಾಗುತ್ತದೆ ಎಂದು ಶಂಭುನಾಥ ಸ್ವಾಮೀಜಿ ಆಶೀರ್ವಚನ ನೀಡಿದರು. <box>899 1104 1034 1163</box>
newspaper-logo <box>718 11 934 56</box>
sidebar-para-6: ಈ ಬಗ್ಗೆ ಹಲವು ಬಾರಿ ತಹಶೀಲ್ದಾರ್ ಅವರಿಗೆ ಮನವಿ ಸಲ್ಲಿಸಿದರೂ ಯಾವುದೇ ಕ್ರಮ ಕೈಗೊಂಡಿಲ್ಲ ಎಂದು ಆರೋಪಿಸಿದರು. <box>1183 457 1481 485</box>
bottom-mid-banner: ಗೊರೂರು ದರ್ಶನ ಕೃತಿಯು ಒಂದು ಐತಿಹಾಸಿಕ ಕೃತಿ <box>509 1355 1161 1389</box>
lead-para-4: ಜಿಲ್ಲೆಯ ವಿವಿಧ ಸಂಘ ಸಂಸ್ಥೆಗಳು, ರೈತ ಸಂಘಟನೆಗಳು, ಕಾರ್ಮಿಕ ಸಂಘಟನೆಗಳು ಹಾಗೂ ವಿದ್ಯಾರ್ಥಿ ಸಂಘಟನೆಗಳು ಈ ಹೋರಾಟಕ್ಕೆ ಬೆಂಬಲ ಸೂಚಿಸಿವೆ ಎಂದು ತಿಳಿಸಿದರು. <box>16 389 241 433</box>
bl-sub-para-4: ಆ.05 ರಂದು ಬೆಳಿಗ್ಗೆ 10 ಗಂಟೆಯಿಂದ ಸಂಜೆ 5 ಗಂಟೆವರೆಗೆ ವಿದ್ಯುತ್ ಸರಬರಾಜಿನಲ್ಲಿ ವ್ಯತ್ಯಯ ಉಂಟಾಗಲಿದೆ. <box>177 1539 328 1582</box>
sidebar-para-1: ತಾಲೂಕಿನ ಕೆ.ಹೊಸಹಳ್ಳಿ ಗ್ರಾಮದ ಸರ್ವೇ ನಂ-16 ರಲ್ಲಿ ಸರ್ಕಾರಿ ಜಾಗ 20 ವರ್ಷಗಳಿಂದ ಒತ್ತುವರಿಯಾಗಿದ್ದು, ಅದನ್ನು ತೆರವುಗೊಳಿಸಬೇಕು ಎಂದು ಗ್ರಾಮಸ್ಥರು ಒತ್ತಾಯಿಸಿದ್ದಾರೆ. <box>1183 298 1481 326</box>
bl-para-4: ಹವಾಮಾನ ವೈಪರೀತ್ಯ ಅಥವಾ ಇತರ ತಾಂತ್ರಿಕ ಕಾರಣಗಳಿಂದ ಕಾಮಗಾರಿ ಮುಂದೂಡಬಹುದು ಎಂದು ತಿಳಿಸಲಾಗಿದೆ. <box>338 1401 489 1444</box>
bottom-left-banner: ವಿದ್ಯುತ್ ಸರಬರಾಜಿನಲ್ಲಿ ವ್ಯತ್ಯಯ <box>16 1355 489 1394</box>
story2-headline: ಗುರಿಸಾಧನೆಯೆಡೆಗೆ ಮುನ್ನಡೆಯಿರಿ <box>197 939 539 976</box>
lead-para-9: ಸರ್ಕಾರದ ಮಟ್ಟದಲ್ಲಿ ಹಲವು ಬಾರಿ ಮನವಿ ಸಲ್ಲಿಸಿದರೂ ಪ್ರಯೋಜನವಾಗಿಲ್ಲ. ಹೀಗಾಗಿ ಸಾರ್ವಜನಿಕರ ಸಹಕಾರದೊಂದಿಗೆ ಹೋರಾಟ ರೂಪಿಸಲಾಗಿದೆ ಎಂದು ಹೇಳಿದರು. <box>804 174 981 234</box>
story2-para-6: ದೇಶ ಮತ್ತು ಸಮಾಜಕ್ಕೆ ಅಮೂಲ್ಯ ಕೊಡುಗೆ ನೀಡುವ ಸಾಮರ್ಥ್ಯ ಯುವಜನತೆಗೆ ಇದೆ. ಶಿಕ್ಷಣದ ಜೊತೆಗೆ ಸಂಸ್ಕಾರವೂ ಮುಖ್ಯ ಎಂದರು. <box>190 1160 311 1219</box>
circle-emblem-icon <box>900 17 934 50</box>
bl-para-2: ಆ.05 ರಂದು ಬೆಳಿಗ್ಗೆ 10 ಗಂಟೆಯಿಂದ ಸಂಜೆ 5 ಗಂಟೆವರೆಗೆ ವಿದ್ಯುತ್ ಸರಬರಾಜಿನಲ್ಲಿ ವ್ಯತ್ಯಯ ಉಂಟಾಗಲಿದೆ. <box>16 1401 222 1479</box>
bm-para-2: ಕೃತಿಯಲ್ಲಿ ಗೊರೂರು ಪ್ರದೇಶದ ಇತಿಹಾಸ, ಸಂಸ್ಕೃತಿ, ಜನಜೀವನ ಹಾಗೂ ಪರಂಪರೆಯ ಸಮಗ್ರ ಚಿತ್ರಣವಿದೆ ಎಂದು ತಿಳಿಸಿದರು. <box>509 1463 669 1507</box>
lead-para-11: ಪತ್ರಿಕಾಗೋಷ್ಠಿಯಲ್ಲಿ ಮಾತನಾಡಿದ ಅವರು, ನಗರದಲ್ಲಿ ಹಿಮ್ಸ್ ಸೂಪರ್ ಸ್ಪೆಷಾಲಿಟಿ ಆಸ್ಪತ್ರೆ ನಿರ್ಮಾಣ ಕಾರ್ಯ ಪೂರ್ಣಗೊಂಡಿದ್ದರೂ ಸಹ ಇನ್ನೂ ಸಾರ್ವಜನಿಕ ಸೇವೆಗೆ ಲಭ್ಯವಾಗಿಲ್ಲ. ಇದರಿಂದ ಜಿಲ್ಲೆಯ ಬಡ ರೋಗಿಗಳಿಗೆ ಸೂಕ್ತ ಚಿಕಿತ್ಸೆ ದೊರೆಯುತ್ತಿಲ್ಲ ಎಂದು ಆರೋಪಿಸಿದರು. <box>804 174 1168 366</box>
bm-para-4: ಕೃತಿಯ ಲೇಖಕರನ್ನು ಸಭೆಯಲ್ಲಿ ಸನ್ಮಾನಿಸಲಾಯಿತು. ಸಾಹಿತ್ಯಾಸಕ್ತರು ಹಾಗೂ ಗಣ್ಯರು ಹಾಜರಿದ್ದರು. <box>1005 1447 1161 1475</box>
book-release-caption: ಪುಸ್ತಕ ಬಿಡುಗಡೆ ಸಮಾರಂಭದಲ್ಲಿ ಗಣ್ಯರು ಪಾಲ್ಗೊಂಡಿದ್ದರು. <box>509 1543 678 1553</box>
story-swamiji-blessing <box>743 895 1499 1339</box>
story3-para-6: ಅಂತಿಮವಾಗಿ ವಂದನಾರ್ಪಣೆಯೊಂದಿಗೆ ಕಾರ್ಯಕ್ರಮ ಮುಕ್ತಾಯಗೊಂಡಿತು. ಸಭೆಯಲ್ಲಿ ಭಕ್ತರು ಅಪಾರ ಸಂಖ್ಯೆಯಲ್ಲಿ ಪಾಲ್ಗೊಂಡಿದ್ದರು. <box>899 1038 1034 1097</box>
story3-photo-caption-2: ವೇದಿಕೆಯಲ್ಲಿ ಸ್ವಾಮೀಜಿ, ಗಣ್ಯರು ಹಾಗೂ ಸಾಧಕರು ಭಾಗವಹಿಸಿದ್ದರು. <box>1384 1218 1499 1246</box>
story2-photo-banner-text: ಮಕ್ಕಳ ರಕ್ಷಣಾ ಮತ್ತು ಶಿಕ್ಷಣ ಜಾಗೃತಿ ಕಾರ್ಯಕ್ರಮ <box>221 1008 412 1061</box>
br-para-3: ಆಸಕ್ತ ಕಲಾವಿದರು ಮತ್ತು ವಿದ್ಯಾರ್ಥಿಗಳು ಭಾಗವಹಿಸಬಹುದು ಎಂದು ಇಲಾಖೆ ಪ್ರಕಟಣೆ ತಿಳಿಸಿದೆ. <box>1181 1473 1468 1485</box>
br-banner2-line2: ಸರಬರಾಜಿನಲ್ಲಿ ವ್ಯತ್ಯಯ <box>1246 1547 1430 1576</box>
story3-para-14: ಅಂತಿಮವಾಗಿ ವಂದನಾರ್ಪಣೆಯೊಂದಿಗೆ ಕಾರ್ಯಕ್ರಮ ಮುಕ್ತಾಯಗೊಂಡಿತು. ಸಭೆಯಲ್ಲಿ ಭಕ್ತರು ಅಪಾರ ಸಂಖ್ಯೆಯಲ್ಲಿ ಪಾಲ್ಗೊಂಡಿದ್ದರು. <box>1384 1069 1499 1144</box>
lead-para-13: ಜಿಲ್ಲೆಯ ವಿವಿಧ ಸಂಘ ಸಂಸ್ಥೆಗಳು, ರೈತ ಸಂಘಟನೆಗಳು, ಕಾರ್ಮಿಕ ಸಂಘಟನೆಗಳು ಹಾಗೂ ವಿದ್ಯಾರ್ಥಿ ಸಂಘಟನೆಗಳು ಈ ಹೋರಾಟಕ್ಕೆ ಬೆಂಬಲ ಸೂಚಿಸಿವೆ ಎಂದು ತಿಳಿಸಿದರು. <box>991 259 1168 303</box>
bm-para-10: 332ಕ್ಕೂ ಹೆಚ್ಚು ಪುಟಗಳ ಈ ಕೃತಿಯಲ್ಲಿ ಅಪರೂಪದ ಛಾಯಾಚಿತ್ರಗಳು ಮತ್ತು ಮಾಹಿತಿ ಸಂಗ್ರಹಿಸಲಾಗಿದೆ. <box>840 1611 995 1655</box>
story3-headline-line2: ಹಸನು, ಶಂಭುನಾಥ ಸ್ವಾಮೀಜಿ ಆಶೀರ್ವಚನ <box>974 934 1269 959</box>
lead-article <box>16 70 1168 879</box>
masthead <box>16 11 1496 66</box>
br2-para-3: ಗ್ರಾಹಕರು ಸಹಕರಿಸಬೇಕು ಎಂದು ಸೆಸ್ಕ್ ಅಧಿಕಾರಿಗಳು ಮನವಿ ಮಾಡಿದ್ದಾರೆ. <box>1181 1658 1403 1670</box>
br-para-1: ಹಾಸನ: ಕನ್ನಡ ಮತ್ತು ಸಂಸ್ಕೃತಿ ಇಲಾಖೆಯ ವತಿಯಿಂದ 2025-26 ನೇ ಸಾಲಿನ ಜಾನಪದ ಕಲಾ ತರಬೇತಿ ಕಾರ್ಯಕ್ರಮ ಆಯೋಜಿಸಲಾಗಿದೆ. <box>1181 1419 1496 1447</box>
story2-para-7: ಶಾಲಾ ಮುಖ್ಯೋಪಾಧ್ಯಾಯರು, ಶಿಕ್ಷಕರು, ಪೋಷಕರು ಹಾಗೂ ಸಾರ್ವಜನಿಕರು ಕಾರ್ಯಕ್ರಮದಲ್ಲಿ ಉಪಸ್ಥಿತರಿದ್ದರು. ಅಂತಿಮವಾಗಿ ವಂದನಾರ್ಪಣೆ ನೆರವೇರಿತು. <box>190 1227 311 1302</box>
bm-para-1: ಹಾಸನ: ಗೊರೂರು ದರ್ಶನ ಕೃತಿಯು ಒಂದು ಐತಿಹಾಸಿಕ ದಾಖಲೆಯಾಗಿದ್ದು, ಮುಂದಿನ ಪೀಳಿಗೆಗೆ ಅಮೂಲ್ಯ ಆಕರ ಗ್ರಂಥವಾಗಲಿದೆ ಎಂದು ಅಭಿಪ್ರಾಯಪಟ್ಟರು. <box>509 1396 669 1455</box>
lead-photo-caption: ಹಾಸನ ವೈದ್ಯಕೀಯ ವಿಜ್ಞಾನಗಳ ಸಂಸ್ಥೆಯ (ಹಿಮ್ಸ್) ಸೂಪರ್ ಸ್ಪೆಷಾಲಿಟಿ ಆಸ್ಪತ್ರೆಗೆ ಸಂಬಂಧಿಸಿದಂತೆ ಜಿಲ್ಲಾ ಕಾರ್ಯನಿರತ ಪತ್ರಕರ್ತರ ಸಂಘದ ಕಚೇರಿಯಲ್ಲಿ ಸುದ್ದಿಗೋಷ್ಠಿ ನಡೆಸಿ ಮಾತನಾಡಿದರು. <box>263 460 594 484</box>
bl-sub-para-1: 1ನೇ ಪುಟದಿಂದ ... ಕ್ರೀಡಾಕ್ಷೇತ್ರ ಸ್ಫೂರ್ತಿ ಮೂಡಿಸುವ ಕ್ಷೇತ್ರ. ಶಿಕ್ಷಣದೊಂದಿಗೆ ಕ್ರೀಡೆಯೂ ಅಷ್ಟೇ ಮುಖ್ಯ ಎಂದು ಹೇಳಿದರು. <box>16 1539 166 1582</box>
sidebar-para-7: ಗ್ರಾಮದ ರಸ್ತೆ, ಚರಂಡಿ ಮತ್ತು ಸಮುದಾಯ ಭವನ ನಿರ್ಮಾಣಕ್ಕೆ ಈ ಜಾಗ ಅಗತ್ಯವಾಗಿದ್ದು, ಕೂಡಲೇ ತೆರವು ಕಾರ್ಯ ಆರಂಭಿಸಬೇಕು ಎಂದು ಆಗ್ರಹಿಸಿದರು. <box>1183 492 1481 520</box>
story2-para-3: ಮೊಬೈಲ್ ಫೋನ್ ಬಳಕೆ ಅತಿಯಾದರೆ ಮಕ್ಕಳ ಮಾನಸಿಕ ಹಾಗೂ ದೈಹಿಕ ಆರೋಗ್ಯದ ಮೇಲೆ ದುಷ್ಪರಿಣಾಮ ಬೀರುತ್ತದೆ. ಪೋಷಕರು ಈ ಬಗ್ಗೆ ಎಚ್ಚರವಹಿಸಬೇಕು ಎಂದು ಸಲಹೆ ನೀಡಿದರು. <box>16 1132 167 1191</box>
story3-photo-2 <box>1213 1103 1361 1223</box>
